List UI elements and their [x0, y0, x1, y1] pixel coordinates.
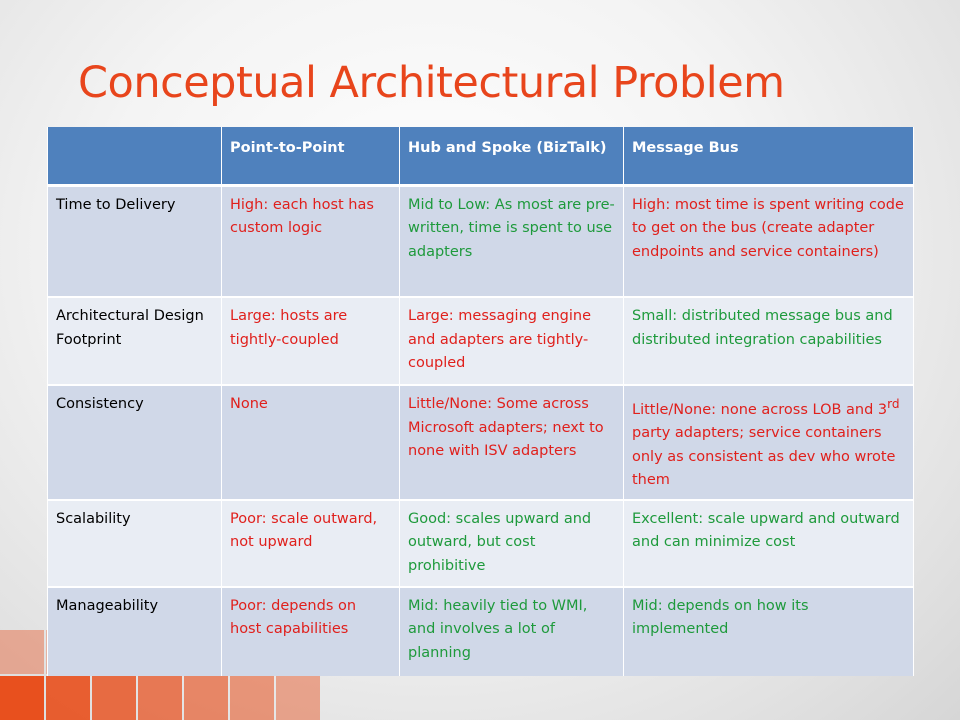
- row-label: Architectural Design Footprint: [48, 297, 222, 385]
- decor-tile: [184, 676, 228, 720]
- slide-title: Conceptual Architectural Problem: [78, 58, 785, 108]
- header-message-bus: Message Bus: [624, 127, 914, 185]
- cell-point-to-point: Poor: depends on host capabilities: [222, 587, 400, 676]
- row-label: Scalability: [48, 500, 222, 587]
- header-point-to-point: Point-to-Point: [222, 127, 400, 185]
- cell-point-to-point: Large: hosts are tightly-coupled: [222, 297, 400, 385]
- decor-tile: [230, 676, 274, 720]
- cell-point-to-point: None: [222, 385, 400, 500]
- decor-tile: [0, 630, 44, 674]
- header-hub-and-spoke: Hub and Spoke (BizTalk): [400, 127, 624, 185]
- table-row-scalability: [48, 500, 914, 587]
- cell-message-bus: [624, 385, 914, 500]
- decor-tile: [276, 676, 320, 720]
- cell-message-bus: Mid: depends on how its implemented: [624, 587, 914, 676]
- decor-tile: [92, 676, 136, 720]
- decor-tile: [46, 676, 90, 720]
- cell-hub-and-spoke: Mid: heavily tied to WMI, and involves a lot of planning: [400, 587, 624, 676]
- row-label: Time to Delivery: [48, 185, 222, 297]
- cell-hub-and-spoke: Little/None: Some across Microsoft adapters; next to none with ISV adapters: [400, 385, 624, 500]
- table-row-consistency: [48, 385, 914, 500]
- header-empty-cell: [48, 127, 222, 185]
- row-label: Consistency: [48, 385, 222, 500]
- cell-hub-and-spoke: Large: messaging engine and adapters are tightly-coupled: [400, 297, 624, 385]
- table-row-time-to-delivery: [48, 185, 914, 297]
- cell-point-to-point: Poor: scale outward, not upward: [222, 500, 400, 587]
- cell-hub-and-spoke: Mid to Low: As most are pre-written, time is spent to use adapters: [400, 185, 624, 297]
- comparison-table: [47, 127, 914, 676]
- decor-tile: [138, 676, 182, 720]
- cell-hub-and-spoke: Good: scales upward and outward, but cost prohibitive: [400, 500, 624, 587]
- table-row-architectural-design-footprint: [48, 297, 914, 385]
- table-row-manageability: [48, 587, 914, 676]
- cell-text-part: Little/None: none across LOB and 3: [632, 401, 888, 418]
- table-header-row: [48, 127, 914, 185]
- cell-message-bus: Excellent: scale upward and outward and can minimize cost: [624, 500, 914, 587]
- decor-tile: [0, 676, 44, 720]
- cell-point-to-point: High: each host has custom logic: [222, 185, 400, 297]
- row-label: Manageability: [48, 587, 222, 676]
- cell-text-part: party adapters; service containers only as consistent as dev who wrote them: [632, 425, 896, 489]
- cell-message-bus: High: most time is spent writing code to get on the bus (create adapter endpoints and service containers): [624, 185, 914, 297]
- cell-message-bus: Small: distributed message bus and distributed integration capabilities: [624, 297, 914, 385]
- superscript-rd: rd: [887, 397, 900, 411]
